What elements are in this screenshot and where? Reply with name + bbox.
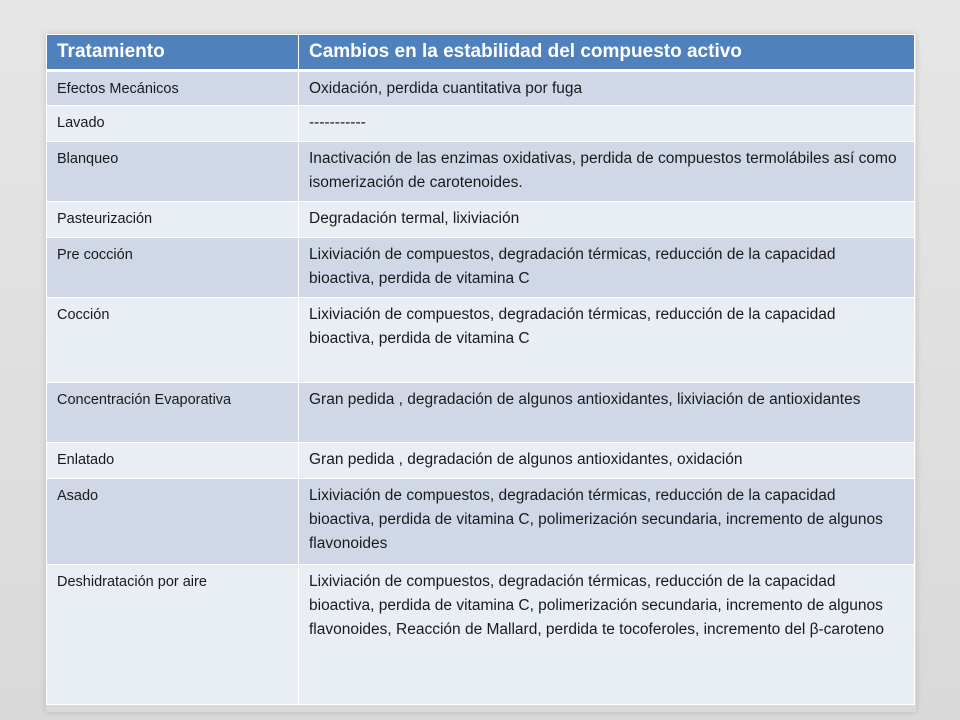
table-row — [47, 443, 915, 479]
table-row — [47, 71, 915, 106]
treatment-cell: Pre cocción — [47, 238, 299, 298]
changes-cell: Inactivación de las enzimas oxidativas, perdida de compuestos termolábiles así como isomerización de carotenoides. — [299, 142, 915, 202]
treatment-cell: Concentración Evaporativa — [47, 383, 299, 443]
treatment-cell: Cocción — [47, 298, 299, 383]
changes-cell: ----------- — [299, 106, 915, 142]
table-row — [47, 383, 915, 443]
changes-cell: Lixiviación de compuestos, degradación térmicas, reducción de la capacidad bioactiva, perdida de vitamina C — [299, 238, 915, 298]
treatment-cell: Lavado — [47, 106, 299, 142]
treatment-cell: Efectos Mecánicos — [47, 71, 299, 106]
changes-cell: Lixiviación de compuestos, degradación térmicas, reducción de la capacidad bioactiva, perdida de vitamina C, polimerización secundaria, incremento de algunos flavonoides, Reacción de Mallard, perdida te tocoferoles, incremento del β-caroteno — [299, 565, 915, 705]
treatment-cell: Enlatado — [47, 443, 299, 479]
table-row — [47, 238, 915, 298]
treatment-stability-table — [46, 34, 915, 705]
header-stability-changes: Cambios en la estabilidad del compuesto activo — [299, 35, 915, 71]
changes-cell: Lixiviación de compuestos, degradación térmicas, reducción de la capacidad bioactiva, perdida de vitamina C, polimerización secundaria, incremento de algunos flavonoides — [299, 479, 915, 565]
treatment-cell: Deshidratación por aire — [47, 565, 299, 705]
changes-cell: Degradación termal, lixiviación — [299, 202, 915, 238]
table-header-row — [47, 35, 915, 71]
treatment-cell: Pasteurización — [47, 202, 299, 238]
changes-cell: Oxidación, perdida cuantitativa por fuga — [299, 71, 915, 106]
treatment-cell: Blanqueo — [47, 142, 299, 202]
slide-frame — [46, 34, 916, 712]
changes-cell: Lixiviación de compuestos, degradación térmicas, reducción de la capacidad bioactiva, perdida de vitamina C — [299, 298, 915, 383]
table-row — [47, 106, 915, 142]
changes-cell: Gran pedida , degradación de algunos antioxidantes, oxidación — [299, 443, 915, 479]
treatment-cell: Asado — [47, 479, 299, 565]
header-treatment: Tratamiento — [47, 35, 299, 71]
table-row — [47, 202, 915, 238]
changes-cell: Gran pedida , degradación de algunos antioxidantes, lixiviación de antioxidantes — [299, 383, 915, 443]
table-row — [47, 298, 915, 383]
table-row — [47, 479, 915, 565]
table-row — [47, 565, 915, 705]
table-row — [47, 142, 915, 202]
